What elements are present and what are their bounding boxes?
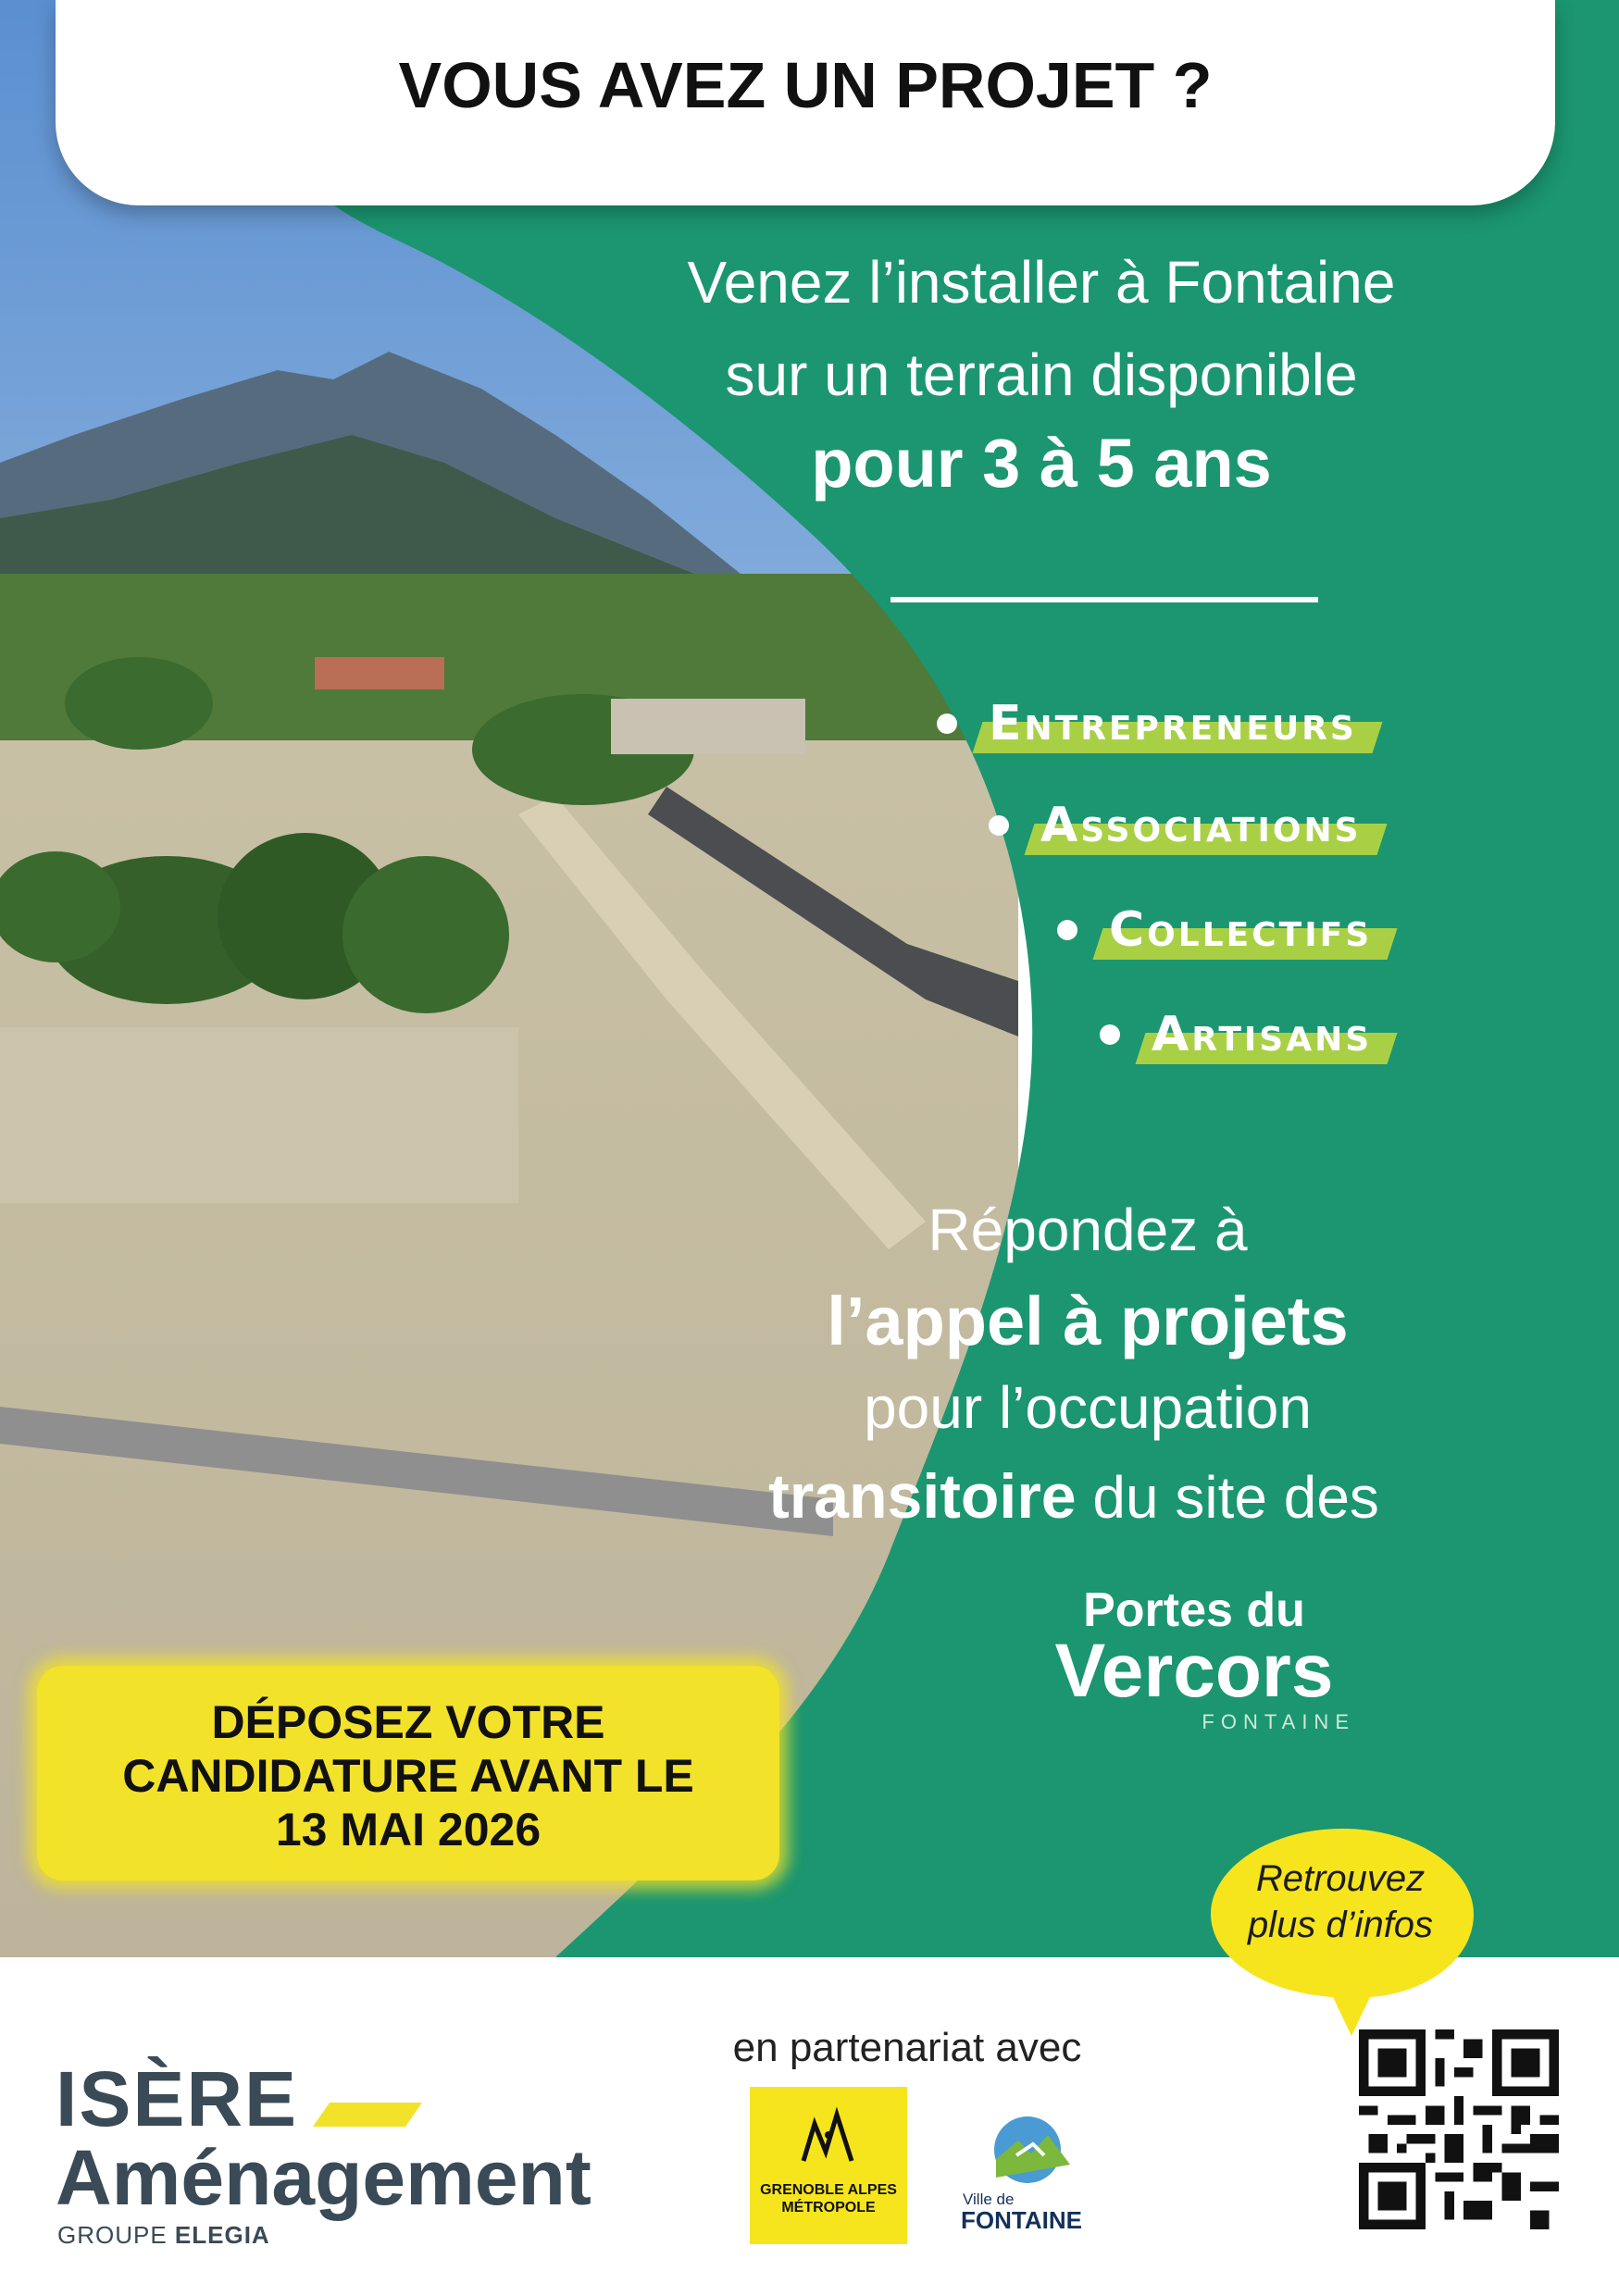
isere-line-2: Aménagement [56, 2134, 592, 2221]
logo-line-2: Vercors [1054, 1629, 1334, 1713]
bubble-text [1220, 1855, 1461, 1948]
intro-line-3: pour 3 à 5 ans [811, 425, 1272, 502]
metropole-text [750, 2181, 907, 2216]
fontaine-big: FONTAINE [961, 2206, 1082, 2234]
deadline-line-2: CANDIDATURE AVANT LE [122, 1750, 694, 1802]
fontaine-emblem-icon [990, 2113, 1074, 2187]
isere-group-label: GROUPE [57, 2221, 168, 2249]
intro-line-2: sur un terrain disponible [725, 341, 1358, 408]
fontaine-small: Ville de [963, 2191, 1015, 2208]
logo-swoosh-icon [313, 2099, 424, 2130]
isere-group-name: ELEGIA [174, 2221, 270, 2249]
audience-label: Collectifs [1098, 902, 1383, 958]
deadline-line-3: 13 MAI 2026 [275, 1804, 542, 1855]
bullet-icon [937, 714, 957, 734]
call-line-3: pour l’occupation [864, 1374, 1312, 1441]
bubble-line-1: Retrouvez [1255, 1858, 1426, 1899]
logo-line-1: Portes du [1083, 1583, 1305, 1637]
portes-du-vercors-logo [1027, 1584, 1361, 1734]
call-line-1: Répondez à [928, 1197, 1248, 1263]
bullet-icon [1100, 1024, 1120, 1045]
metropole-line-2: MÉTROPOLE [781, 2200, 876, 2215]
isere-group [57, 2221, 270, 2250]
metropole-line-1: GRENOBLE ALPES [760, 2182, 897, 2198]
call-line-4-bold: transitoire [768, 1461, 1077, 1532]
divider [890, 597, 1318, 602]
audience-label: Artisans [1140, 1007, 1383, 1062]
deadline-text [37, 1695, 779, 1856]
audience-label: Associations [1029, 798, 1373, 853]
qr-code-icon[interactable] [1359, 2029, 1559, 2229]
partner-text: en partenariat avec [732, 2025, 1082, 2070]
intro-line-1: Venez l’installer à Fontaine [687, 249, 1396, 316]
audience-label: Entrepreneurs [978, 696, 1368, 751]
call-line-4-rest: du site des [1076, 1464, 1379, 1531]
metropole-emblem-icon [796, 2105, 861, 2170]
call-line-4 [537, 1460, 1611, 1533]
logo-line-3: FONTAINE [1202, 1710, 1355, 1733]
deadline-line-1: DÉPOSEZ VOTRE [211, 1696, 605, 1748]
bullet-icon [1057, 920, 1077, 940]
bubble-line-2: plus d’infos [1247, 1905, 1434, 1945]
call-line-2: l’appel à projets [827, 1283, 1349, 1359]
page-title: VOUS AVEZ UN PROJET ? [398, 49, 1213, 121]
isere-line-1: ISÈRE [56, 2055, 299, 2142]
bullet-icon [989, 815, 1009, 836]
